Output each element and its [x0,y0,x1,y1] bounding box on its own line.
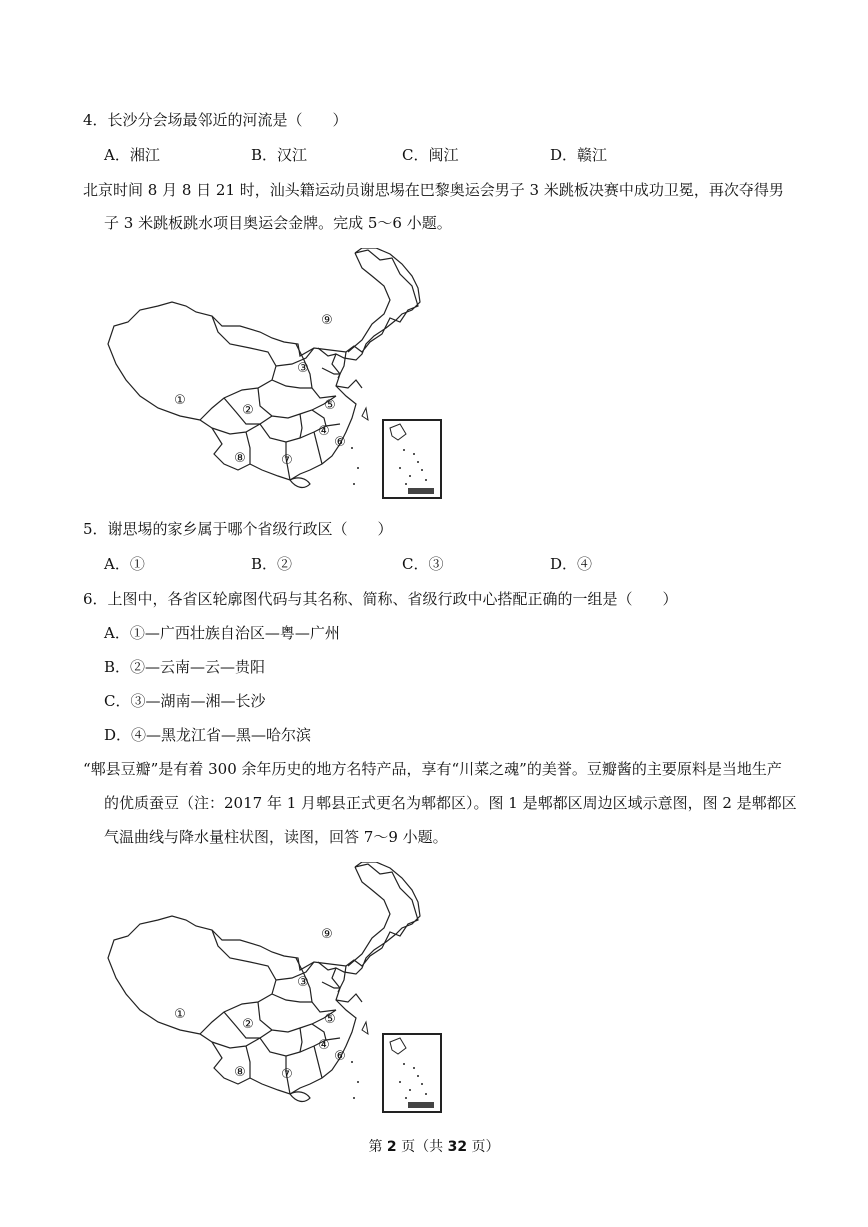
question-5-option-c: C．③ [402,555,444,573]
footer-total-pages: 32 [447,1139,468,1155]
question-4-option-c: C．闽江 [402,146,459,164]
map-label-9: ⑨ [321,313,333,328]
passage-2-line-2: 的优质蚕豆（注：2017 年 1 月郫县正式更名为郫都区）。图 1 是郫都区周边区域示意图，图 2 是郫都区 [104,794,797,812]
footer-page-number: 2 [386,1139,397,1155]
page-footer [0,1136,868,1156]
footer-middle: 页（共 [401,1139,444,1155]
footer-suffix: 页） [471,1139,500,1155]
map-label-3: ③ [297,361,309,376]
passage-2-line-3: 气温曲线与降水量柱状图，读图，回答 7～9 小题。 [104,828,448,846]
map-label-4: ④ [318,424,330,439]
question-4-stem: 4．长沙分会场最邻近的河流是（ ） [83,111,348,129]
map-label-8: ⑧ [234,451,246,466]
question-5-option-a: A．① [104,555,145,573]
map-label-2: ② [242,403,254,418]
map2-label-6: ⑥ [334,1049,346,1064]
question-5-stem: 5．谢思埸的家乡属于哪个省级行政区（ ） [83,520,393,538]
map2-label-2: ② [242,1017,254,1032]
question-5-option-b: B．② [251,555,293,573]
question-6-option-d: D．④—黑龙江省—黑—哈尔滨 [104,726,312,744]
map-label-7: ⑦ [281,453,293,468]
question-4-option-d: D．赣江 [550,146,608,164]
map2-label-4: ④ [318,1038,330,1053]
map2-label-5: ⑤ [324,1012,336,1027]
footer-prefix: 第 [368,1139,383,1155]
passage-2-line-1: “郫县豆瓣”是有着 300 余年历史的地方名特产品，享有“川菜之魂”的美誉。豆瓣酱的主要原料是当地生产 [83,760,782,778]
question-6-stem: 6．上图中，各省区轮廓图代码与其名称、简称、省级行政中心搭配正确的一组是（ ） [83,590,678,608]
map2-label-1: ① [174,1007,186,1022]
map2-label-8: ⑧ [234,1065,246,1080]
map-label-6: ⑥ [334,435,346,450]
question-6-option-a: A．①—广西壮族自治区—粤—广州 [104,624,340,642]
question-6-option-b: B．②—云南—云—贵阳 [104,658,266,676]
map2-label-7: ⑦ [281,1067,293,1082]
question-4-option-a: A．湘江 [104,146,160,164]
china-province-map [100,248,445,503]
passage-1-line-1: 北京时间 8 月 8 日 21 时，汕头籍运动员谢思埸在巴黎奥运会男子 3 米跳板决赛中成功卫冕，再次夺得男 [83,181,784,199]
map2-label-3: ③ [297,975,309,990]
map-label-1: ① [174,393,186,408]
map2-label-9: ⑨ [321,927,333,942]
china-province-map-2 [100,862,445,1117]
passage-1-line-2: 子 3 米跳板跳水项目奥运会金牌。完成 5～6 小题。 [104,214,452,232]
question-4-option-b: B．汉江 [251,146,308,164]
map-label-5: ⑤ [324,398,336,413]
question-6-option-c: C．③—湖南—湘—长沙 [104,692,266,710]
question-5-option-d: D．④ [550,555,593,573]
